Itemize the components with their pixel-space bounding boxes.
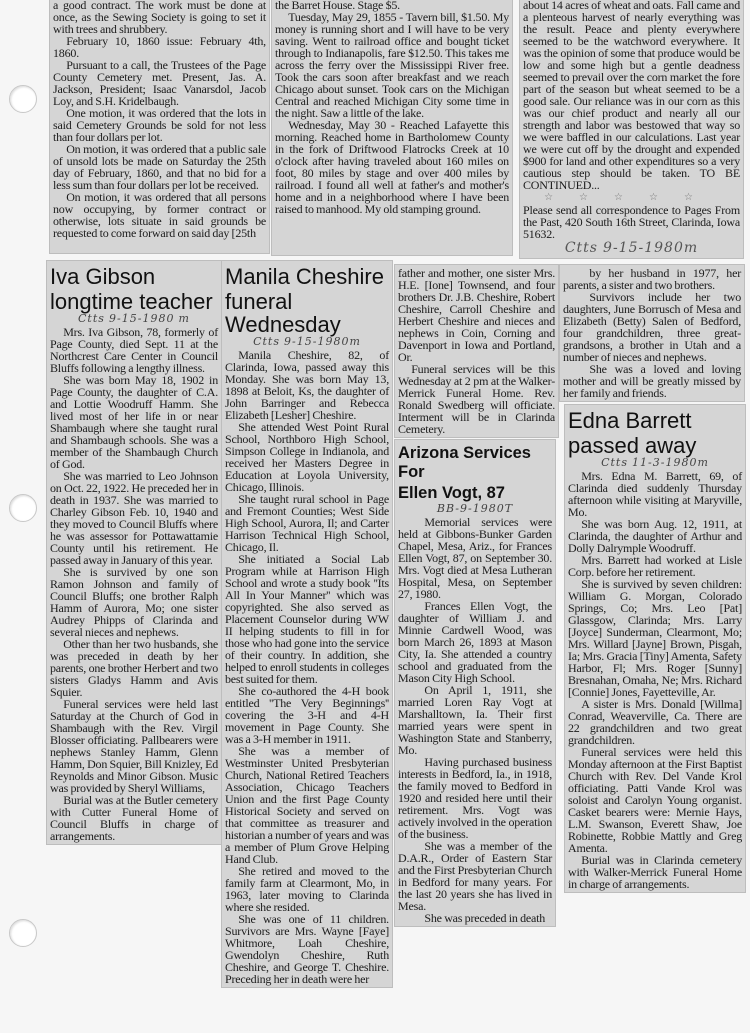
headline-line: Edna Barrett	[568, 408, 692, 433]
article-paragraph: Mrs. Iva Gibson, 78, formerly of Page County, died Sept. 11 at the Northcrest Care Center in Council Bluffs following a lengthy illness.	[50, 325, 218, 375]
binder-hole	[9, 494, 37, 522]
article-paragraph: a good contract. The work must be done at once, as the Sewing Society is going to set it with trees and shrubbery.	[53, 0, 266, 36]
article-paragraph: Burial was at the Butler cemetery with Cutter Funeral Home of Council Bluffs in charge of arrangements.	[50, 793, 218, 843]
obituary-iva-gibson	[47, 261, 221, 844]
handwritten-date-annotation: Ctts 11-3-1980m	[601, 456, 709, 469]
handwritten-date-annotation: BB-9-1980T	[436, 502, 514, 515]
article-paragraph: about 14 acres of wheat and oats. Fall came and a plenteous harvest of nearly everything was the result. Peace and plenty everywhere seemed to be the watchword everywhere. It was the opinion of some that produce would be low and some high but a gentle deadness seemed to prevail over the corn market the fore part of the season but wheat seemed to be a good sale. Our reliance was in our corn as this was our chief product and nearly all our strength and labor was bestowed that way so we were baffled in our calculations. Last year we were cut off by the drought and expended $900 for land and other expenditures so a very cautious step should be taken. TO BE CONTINUED...	[523, 0, 740, 192]
article-paragraph: She is survived by seven children: William G. Morgan, Colorado Springs, Co; Mrs. Leo [Pat] Glassgow, Clarinda; Mrs. Larry [Joyce] Sunderman, Clearmont, Mo; Mrs. Willard [Jayne] Brown, Pisgah, Ia; Mrs. Gracia [Tiny] Amenta, Safety Harbor, Fl; Mrs. Roger [Sunny] Bresnahan, Omaha, Ne; Mrs. Richard [Connie] Jones, Fayetteville, Ar.	[568, 577, 742, 699]
obituaries-row	[0, 261, 750, 987]
obituary-column-four	[560, 261, 745, 892]
article-paragraph: On April 1, 1911, she married Loren Ray Vogt at Marshalltown, Ia. Their first married years were spent in Washington State and Stanberry, Mo.	[398, 683, 552, 757]
article-paragraph: the Barret House. Stage $5.	[275, 0, 400, 12]
article-paragraph: She was born May 18, 1902 in Page County, the daughter of C.A. and Lottie Woodruff Hamm. She lived most of her life in or near Shambaugh where she taught rural and Shambaugh schools. She was a member of the Shambaugh Church of God.	[50, 373, 218, 471]
clipping-cemetery-trustees	[50, 0, 269, 253]
headline-line: passed away	[568, 433, 697, 458]
handwritten-date-annotation: Ctts 9-15-1980m	[564, 240, 699, 256]
article-paragraph: February 10, 1860 issue: February 4th, 1860.	[53, 34, 266, 60]
article-paragraph: A sister is Mrs. Donald [Willma] Conrad, Weaverville, Ca. There are 22 grandchildren and two great grandchildren.	[568, 697, 742, 747]
star-divider: ☆☆☆☆☆	[544, 192, 719, 203]
article-paragraph: Funeral services were held last Saturday at the Church of God in Shambaugh with the Rev. Virgil Blosser officiating. Pallbearers were nephews Stanley Hamm, Glenn Hamm, Don Squier, Bill Knizley, Ed Reynolds and Minor Gibson. Music was provided by Sheryl Williams,	[50, 697, 218, 795]
clipping-harvest-column	[520, 0, 743, 258]
article-paragraph: She was a loved and loving mother and will be greatly missed by her family and friends.	[563, 362, 741, 400]
article-paragraph: She was one of 11 children. Survivors are Mrs. Wayne [Faye] Whitmore, Loah Cheshire, Gwendolyn Cheshire, Ruth Cheshire, and George T. Cheshire. Preceding her in death were her	[225, 912, 389, 986]
article-paragraph: Mrs. Barrett had worked at Lisle Corp. before her retirement.	[568, 553, 742, 579]
obituary-column-three	[395, 261, 558, 926]
clipping-travel-diary	[272, 0, 512, 255]
article-paragraph: Other than her two husbands, she was preceded in death by her parents, one brother Herbert and two sisters Gladys Hamm and Avis Squier.	[50, 637, 218, 699]
binder-hole	[9, 85, 37, 113]
article-paragraph: On motion, it was ordered that a public sale of unsold lots be made on Saturday the 25th day of February, 1860, and that no bid for a less sum than four dollars per lot be received.	[53, 142, 266, 192]
article-paragraph: Memorial services were held at Gibbons-Bunker Garden Chapel, Mesa, Ariz., for Frances Ellen Vogt, 87, on September 30. Mrs. Vogt died at Mesa Lutheran Hospital, Mesa, on September 27, 1980.	[398, 515, 552, 601]
obituary-manila-cheshire	[222, 261, 392, 987]
handwritten-date-annotation: Ctts 9-15-1980 m	[78, 312, 190, 325]
binder-hole	[9, 919, 37, 947]
handwritten-date-annotation: Ctts 9-15-1980m	[253, 335, 361, 348]
headline-line: Ellen Vogt, 87	[398, 484, 505, 502]
headline-line: Iva Gibson	[50, 264, 156, 289]
article-paragraph: She was a member of the D.A.R., Order of Eastern Star and the First Presbyterian Church in Bedford for many years. For the last 20 years she has lived in Mesa.	[398, 839, 552, 913]
headline-line: longtime teacher	[50, 289, 213, 314]
article-paragraph: One motion, it was ordered that the lots in said Cemetery Grounds be sold for not less than four dollars per lot.	[53, 106, 266, 144]
headline-line: funeral Wednesday	[225, 289, 341, 337]
article-paragraph: On motion, it was ordered that all persons now occupying, by former contract or otherwise, lots situate in said grounds be requested to come forward on said day [25th	[53, 190, 266, 240]
article-paragraph: She was preceded in death	[424, 911, 546, 925]
obituary-manila-cheshire-continued	[395, 265, 558, 437]
top-clippings-row	[0, 0, 750, 258]
headline-line: Manila Cheshire	[225, 264, 384, 289]
article-paragraph: Manila Cheshire, 82, of Clarinda, Iowa, passed away this Monday. She was born May 13, 1898 at Beloit, Ks, the daughter of John Barringer and Rebecca Elizabeth [Lesher] Cheshire.	[225, 348, 389, 422]
obituary-ellen-vogt	[395, 440, 555, 926]
article-paragraph: She is survived by one son Ramon Johnson and family of Council Bluffs; one brother Ralph Hamm of Aurora, Mo; one sister Audrey Phipps of Clarinda and several nieces and nephews.	[50, 565, 218, 639]
article-paragraph: Survivors include her two daughters, June Borrusch of Mesa and Elizabeth (Betty) Salen of Bedford, four grandchildren, three great-grandsons, a brother in Utah and a number of nieces and nephews.	[563, 290, 741, 364]
article-paragraph: She attended West Point Rural School, Northboro High School, Simpson College in Indianola, and received her Masters Degree in Education at Loyola University, Chicago, Illinois.	[225, 420, 389, 494]
headline-line: Arizona Services For	[398, 444, 531, 481]
article-paragraph: by her husband in 1977, her parents, a sister and two brothers.	[563, 266, 741, 292]
article-paragraph: She co-authored the 4-H book entitled ''The Very Beginnings'' covering the 3-H and 4-H movement in Page County. She was a 3-H member in 1911.	[225, 684, 389, 746]
obituary-ellen-vogt-continued	[560, 265, 744, 401]
article-paragraph: Mrs. Edna M. Barrett, 69, of Clarinda died suddenly Thursday afternoon while visiting at Maryville, Mo.	[568, 469, 742, 519]
article-paragraph: Tuesday, May 29, 1855 - Tavern bill, $1.50. My money is running short and I will have to be very saving. Went to railroad office and bought ticket through to Indianapolis, fare $12.50. This takes me across the ferry over the Mississippi River free. Took the cars soon after breakfast and we reach Chicago about sunset. Took cars on the Michigan Central and reached Michigan City some time in the night. Saw a little of the lake.	[275, 10, 509, 120]
article-paragraph: Funeral services will be this Wednesday at 2 pm at the Walker-Merrick Funeral Home. Rev. Ronald Swedberg will officiate. Interment will be in Clarinda Cemetery.	[398, 362, 555, 436]
correspondence-address: Please send all correspondence to Pages From the Past, 420 South 16th Street, Clarinda, Iowa 51632.	[523, 203, 740, 241]
article-paragraph: She initiated a Social Lab Program while at Harrison High School and wrote a study book ''Its All In Your Manner'' which was copyrighted. She also served as Placement Counselor during WW II helping students to fill in for those who had gone into the service of their country. In addition, she helped to enroll students in colleges best suited for them.	[225, 552, 389, 686]
article-paragraph: Wednesday, May 30 - Reached Lafayette this morning. Reached home in Bartholomew County in the fork of Driftwood Flatrocks Creek at 10 o'clock after having traveled about 160 miles on foot, 80 miles by stage and over 400 miles by railroad. I found all well at father's and mother's home and in a neighborhood where I have been raised to manhood. My old stamping ground.	[275, 118, 509, 216]
article-paragraph: Having purchased business interests in Bedford, Ia., in 1918, the family moved to Bedford in 1920 and resided here until their retirement. Mrs. Vogt was actively involved in the operation of the business.	[398, 755, 552, 841]
article-paragraph: Funeral services were held this Monday afternoon at the First Baptist Church with Rev. Del Vande Krol officiating. Patti Vande Krol was soloist and Carolyn Young organist. Casket bearers were: Mernie Hays, L.M. Swanson, Everett Shaw, Joe Robinette, Robbie Mattly and Greg Amenta.	[568, 745, 742, 855]
article-paragraph: Burial was in Clarinda cemetery with Walker-Merrick Funeral Home in charge of arrangements.	[568, 853, 742, 891]
article-paragraph: She was a member of Westminster United Presbyterian Church, National Retired Teachers Association, Chicago Teachers Union and the first Page County Historical Society and served on that committee as treasurer and historian a number of years and was a member of Plum Grove Helping Hand Club.	[225, 744, 389, 866]
obituary-edna-barrett	[565, 405, 745, 892]
article-paragraph: She taught rural school in Page and Fremont Counties; West Side High School, Aurora, Il; and Carter Harrison Technical High School, Chicago, Il.	[225, 492, 389, 554]
article-paragraph: father and mother, one sister Mrs. H.E. [Ione] Townsend, and four brothers Dr. J.B. Cheshire, Robert Cheshire, Carroll Cheshire and Herbert Cheshire and nieces and nephews in Coin, Corning and Davenport in Iowa and Portland, Or.	[398, 266, 555, 364]
article-paragraph: Frances Ellen Vogt, the daughter of William J. and Minnie Cardwell Wood, was born March 26, 1893 at Mason City, Ia. She attended a country school and graduated from the Mason City High School.	[398, 599, 552, 685]
article-paragraph: She was born Aug. 12, 1911, at Clarinda, the daughter of Arthur and Dolly Dalrymple Woodruff.	[568, 517, 742, 555]
article-paragraph: She retired and moved to the family farm at Clearmont, Mo, in 1963, later moving to Clarinda where she resided.	[225, 864, 389, 914]
article-paragraph: Pursuant to a call, the Trustees of the Page County Cemetery met. Present, Jas. A. Jackson, President; Isaac Vanarsdol, Jacob Loy, and S.H. Kridelbaugh.	[53, 58, 266, 108]
article-paragraph: She was married to Leo Johnson on Oct. 22, 1922. He preceded her in death in 1937. She was married to Charley Gibson Feb. 10, 1940 and they moved to Council Bluffs where he was assessor for Pottawattamie County until his retirement. He passed away in January of this year.	[50, 469, 218, 567]
